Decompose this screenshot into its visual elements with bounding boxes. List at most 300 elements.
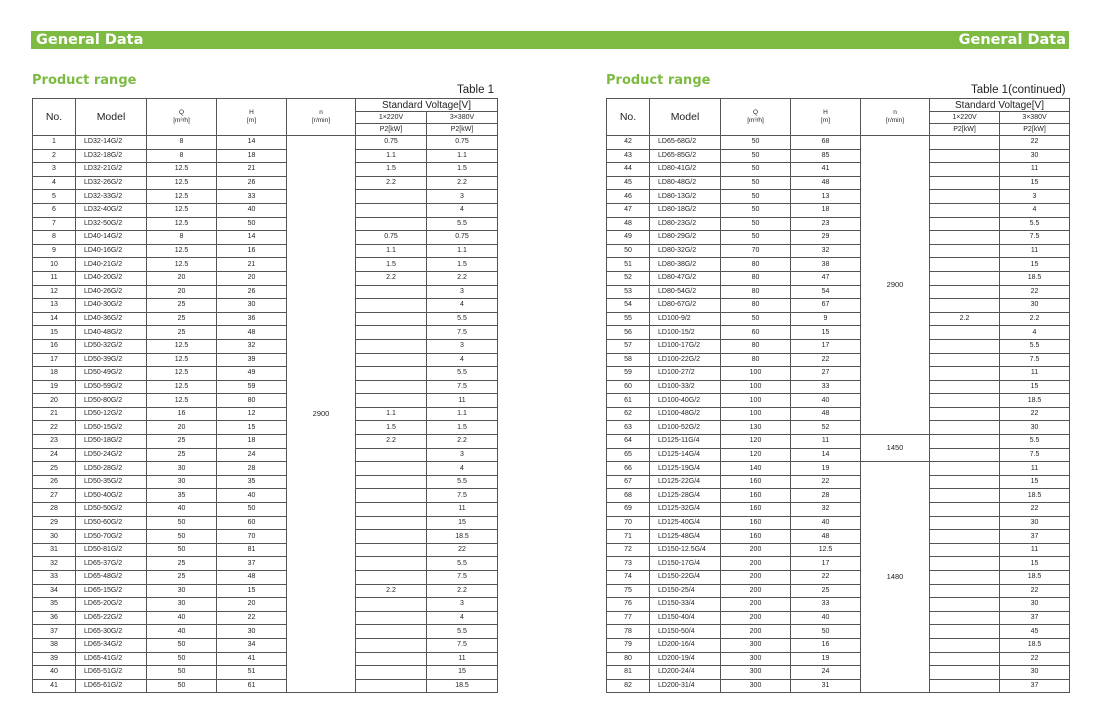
table-row bbox=[33, 448, 498, 462]
cell-p2-1x220v bbox=[356, 543, 427, 557]
cell-no: 56 bbox=[607, 326, 650, 340]
cell-p2-1x220v bbox=[930, 136, 1000, 150]
cell-model: LD50-80G/2 bbox=[76, 394, 147, 408]
cell-h: 85 bbox=[791, 149, 861, 163]
col-header-q-unit: [m³/h] bbox=[747, 117, 764, 124]
cell-model: LD32-26G/2 bbox=[76, 176, 147, 190]
cell-q: 200 bbox=[721, 598, 791, 612]
cell-no: 23 bbox=[33, 435, 76, 449]
cell-h: 15 bbox=[791, 326, 861, 340]
cell-no: 31 bbox=[33, 543, 76, 557]
cell-h: 47 bbox=[791, 271, 861, 285]
cell-no: 60 bbox=[607, 380, 650, 394]
col-header-voltage: Standard Voltage[V] bbox=[356, 99, 498, 112]
cell-no: 59 bbox=[607, 367, 650, 381]
cell-q: 200 bbox=[721, 584, 791, 598]
cell-no: 4 bbox=[33, 176, 76, 190]
cell-model: LD40-48G/2 bbox=[76, 326, 147, 340]
cell-model: LD80-32G/2 bbox=[650, 244, 721, 258]
table-row bbox=[607, 435, 1070, 449]
cell-p2-3x380v: 5.5 bbox=[427, 475, 498, 489]
cell-no: 69 bbox=[607, 503, 650, 517]
cell-p2-3x380v: 2.2 bbox=[427, 435, 498, 449]
cell-q: 16 bbox=[147, 407, 217, 421]
cell-no: 68 bbox=[607, 489, 650, 503]
table-row bbox=[33, 638, 498, 652]
table-row bbox=[33, 598, 498, 612]
cell-q: 40 bbox=[147, 503, 217, 517]
cell-h: 40 bbox=[791, 611, 861, 625]
cell-p2-1x220v bbox=[930, 299, 1000, 313]
cell-p2-1x220v bbox=[356, 312, 427, 326]
cell-h: 22 bbox=[217, 611, 287, 625]
cell-p2-1x220v bbox=[930, 421, 1000, 435]
cell-h: 12.5 bbox=[791, 543, 861, 557]
cell-no: 57 bbox=[607, 339, 650, 353]
cell-no: 38 bbox=[33, 638, 76, 652]
cell-h: 52 bbox=[791, 421, 861, 435]
cell-q: 50 bbox=[721, 312, 791, 326]
table-row bbox=[607, 217, 1070, 231]
cell-p2-3x380v: 30 bbox=[1000, 299, 1070, 313]
col-header-q bbox=[721, 99, 791, 136]
cell-model: LD100-15/2 bbox=[650, 326, 721, 340]
table-row bbox=[607, 190, 1070, 204]
table-caption-left: Table 1 bbox=[457, 84, 495, 96]
cell-model: LD150-22G/4 bbox=[650, 571, 721, 585]
cell-p2-1x220v bbox=[356, 475, 427, 489]
cell-no: 28 bbox=[33, 503, 76, 517]
cell-no: 14 bbox=[33, 312, 76, 326]
cell-h: 59 bbox=[217, 380, 287, 394]
cell-p2-1x220v bbox=[356, 285, 427, 299]
cell-h: 32 bbox=[791, 244, 861, 258]
cell-model: LD100-52G/2 bbox=[650, 421, 721, 435]
cell-q: 12.5 bbox=[147, 380, 217, 394]
cell-model: LD125-48G/4 bbox=[650, 530, 721, 544]
cell-p2-1x220v bbox=[930, 285, 1000, 299]
cell-p2-3x380v: 11 bbox=[427, 394, 498, 408]
cell-p2-3x380v: 11 bbox=[1000, 462, 1070, 476]
table-row bbox=[33, 258, 498, 272]
cell-no: 78 bbox=[607, 625, 650, 639]
cell-q: 100 bbox=[721, 394, 791, 408]
cell-p2-3x380v: 1.5 bbox=[427, 421, 498, 435]
cell-h: 81 bbox=[217, 543, 287, 557]
header-title-right: General Data bbox=[958, 32, 1066, 48]
cell-h: 29 bbox=[791, 231, 861, 245]
cell-p2-1x220v bbox=[356, 448, 427, 462]
cell-model: LD100-17G/2 bbox=[650, 339, 721, 353]
cell-no: 29 bbox=[33, 516, 76, 530]
table-row bbox=[607, 421, 1070, 435]
cell-model: LD50-40G/2 bbox=[76, 489, 147, 503]
cell-p2-3x380v: 5.5 bbox=[1000, 339, 1070, 353]
cell-q: 160 bbox=[721, 475, 791, 489]
cell-q: 50 bbox=[147, 666, 217, 680]
cell-p2-3x380v: 18.5 bbox=[1000, 489, 1070, 503]
cell-no: 39 bbox=[33, 652, 76, 666]
cell-p2-1x220v bbox=[356, 598, 427, 612]
cell-p2-3x380v: 1.1 bbox=[427, 407, 498, 421]
cell-p2-3x380v: 3 bbox=[427, 448, 498, 462]
cell-p2-3x380v: 18.5 bbox=[1000, 638, 1070, 652]
cell-p2-1x220v bbox=[930, 679, 1000, 693]
table-row bbox=[33, 679, 498, 693]
col-header-q bbox=[147, 99, 217, 136]
cell-p2-3x380v: 7.5 bbox=[1000, 353, 1070, 367]
table-row bbox=[607, 638, 1070, 652]
cell-model: LD80-18G/2 bbox=[650, 203, 721, 217]
cell-h: 50 bbox=[217, 217, 287, 231]
cell-p2-1x220v bbox=[930, 503, 1000, 517]
cell-no: 64 bbox=[607, 435, 650, 449]
cell-h: 21 bbox=[217, 258, 287, 272]
cell-q: 50 bbox=[147, 652, 217, 666]
cell-no: 52 bbox=[607, 271, 650, 285]
table-row bbox=[607, 271, 1070, 285]
cell-p2-1x220v bbox=[930, 571, 1000, 585]
cell-h: 37 bbox=[217, 557, 287, 571]
cell-q: 300 bbox=[721, 652, 791, 666]
cell-h: 22 bbox=[791, 353, 861, 367]
cell-model: LD50-12G/2 bbox=[76, 407, 147, 421]
cell-q: 25 bbox=[147, 312, 217, 326]
cell-q: 300 bbox=[721, 638, 791, 652]
table-body-right bbox=[607, 136, 1070, 693]
cell-p2-3x380v: 30 bbox=[1000, 149, 1070, 163]
cell-p2-1x220v: 2.2 bbox=[356, 435, 427, 449]
cell-q: 80 bbox=[721, 271, 791, 285]
cell-p2-1x220v bbox=[930, 339, 1000, 353]
cell-p2-3x380v: 7.5 bbox=[1000, 448, 1070, 462]
cell-no: 22 bbox=[33, 421, 76, 435]
cell-p2-1x220v bbox=[930, 163, 1000, 177]
cell-p2-3x380v: 1.5 bbox=[427, 258, 498, 272]
cell-q: 35 bbox=[147, 489, 217, 503]
cell-q: 50 bbox=[147, 543, 217, 557]
cell-h: 33 bbox=[791, 380, 861, 394]
cell-p2-3x380v: 11 bbox=[1000, 543, 1070, 557]
table-row bbox=[33, 652, 498, 666]
cell-no: 58 bbox=[607, 353, 650, 367]
col-header-p2-1x220v: P2[kW] bbox=[930, 124, 1000, 136]
cell-p2-1x220v bbox=[930, 176, 1000, 190]
cell-q: 8 bbox=[147, 149, 217, 163]
col-header-model: Model bbox=[76, 99, 147, 136]
table-row bbox=[33, 530, 498, 544]
cell-q: 100 bbox=[721, 407, 791, 421]
cell-model: LD150-12.5G/4 bbox=[650, 543, 721, 557]
cell-no: 34 bbox=[33, 584, 76, 598]
cell-h: 35 bbox=[217, 475, 287, 489]
cell-p2-3x380v: 4 bbox=[427, 462, 498, 476]
table-row bbox=[607, 285, 1070, 299]
cell-p2-1x220v bbox=[930, 516, 1000, 530]
cell-p2-3x380v: 3 bbox=[427, 190, 498, 204]
cell-h: 68 bbox=[791, 136, 861, 150]
cell-p2-3x380v: 18.5 bbox=[427, 679, 498, 693]
cell-no: 81 bbox=[607, 666, 650, 680]
cell-h: 32 bbox=[791, 503, 861, 517]
table-row bbox=[33, 217, 498, 231]
cell-p2-1x220v: 1.1 bbox=[356, 407, 427, 421]
table-row bbox=[607, 543, 1070, 557]
cell-p2-1x220v: 2.2 bbox=[356, 584, 427, 598]
cell-no: 25 bbox=[33, 462, 76, 476]
cell-h: 20 bbox=[217, 271, 287, 285]
cell-model: LD40-20G/2 bbox=[76, 271, 147, 285]
cell-h: 38 bbox=[791, 258, 861, 272]
cell-q: 12.5 bbox=[147, 163, 217, 177]
cell-no: 75 bbox=[607, 584, 650, 598]
cell-q: 80 bbox=[721, 353, 791, 367]
cell-h: 18 bbox=[791, 203, 861, 217]
table-row bbox=[33, 462, 498, 476]
cell-no: 7 bbox=[33, 217, 76, 231]
cell-no: 80 bbox=[607, 652, 650, 666]
cell-p2-1x220v bbox=[356, 679, 427, 693]
cell-q: 25 bbox=[147, 557, 217, 571]
cell-p2-1x220v bbox=[930, 625, 1000, 639]
section-title-right: Product range bbox=[606, 73, 711, 88]
table-caption-right: Table 1(continued) bbox=[971, 84, 1066, 96]
cell-h: 40 bbox=[791, 394, 861, 408]
cell-p2-1x220v bbox=[930, 489, 1000, 503]
table-row bbox=[33, 367, 498, 381]
header-band bbox=[31, 31, 1069, 49]
cell-q: 20 bbox=[147, 285, 217, 299]
cell-no: 6 bbox=[33, 203, 76, 217]
cell-model: LD65-34G/2 bbox=[76, 638, 147, 652]
table-row bbox=[607, 339, 1070, 353]
cell-model: LD50-28G/2 bbox=[76, 462, 147, 476]
table-row bbox=[33, 203, 498, 217]
cell-model: LD65-30G/2 bbox=[76, 625, 147, 639]
cell-no: 71 bbox=[607, 530, 650, 544]
product-range-table-right bbox=[606, 98, 1070, 693]
cell-no: 19 bbox=[33, 380, 76, 394]
table-row bbox=[33, 421, 498, 435]
cell-p2-3x380v: 3 bbox=[1000, 190, 1070, 204]
cell-q: 50 bbox=[721, 217, 791, 231]
cell-h: 70 bbox=[217, 530, 287, 544]
cell-p2-1x220v: 1.1 bbox=[356, 149, 427, 163]
cell-p2-1x220v bbox=[930, 258, 1000, 272]
cell-p2-1x220v bbox=[356, 611, 427, 625]
cell-no: 77 bbox=[607, 611, 650, 625]
cell-model: LD150-33/4 bbox=[650, 598, 721, 612]
cell-no: 76 bbox=[607, 598, 650, 612]
cell-p2-1x220v bbox=[930, 244, 1000, 258]
cell-model: LD50-24G/2 bbox=[76, 448, 147, 462]
cell-p2-3x380v: 22 bbox=[1000, 136, 1070, 150]
cell-q: 25 bbox=[147, 299, 217, 313]
cell-no: 18 bbox=[33, 367, 76, 381]
col-header-p2-3x380v: P2[kW] bbox=[1000, 124, 1070, 136]
table-row bbox=[607, 598, 1070, 612]
cell-model: LD65-15G/2 bbox=[76, 584, 147, 598]
cell-model: LD80-41G/2 bbox=[650, 163, 721, 177]
cell-p2-1x220v bbox=[930, 271, 1000, 285]
cell-model: LD65-22G/2 bbox=[76, 611, 147, 625]
cell-no: 61 bbox=[607, 394, 650, 408]
cell-model: LD50-59G/2 bbox=[76, 380, 147, 394]
cell-model: LD32-40G/2 bbox=[76, 203, 147, 217]
col-header-h bbox=[791, 99, 861, 136]
cell-no: 45 bbox=[607, 176, 650, 190]
cell-no: 48 bbox=[607, 217, 650, 231]
cell-model: LD100-22G/2 bbox=[650, 353, 721, 367]
cell-model: LD150-40/4 bbox=[650, 611, 721, 625]
cell-q: 60 bbox=[721, 326, 791, 340]
col-header-3x380v: 3×380V bbox=[427, 112, 498, 124]
cell-no: 73 bbox=[607, 557, 650, 571]
cell-p2-1x220v bbox=[356, 666, 427, 680]
cell-p2-1x220v bbox=[930, 598, 1000, 612]
cell-p2-3x380v: 11 bbox=[427, 652, 498, 666]
table-row bbox=[607, 231, 1070, 245]
cell-p2-3x380v: 2.2 bbox=[1000, 312, 1070, 326]
cell-p2-1x220v bbox=[356, 503, 427, 517]
cell-no: 43 bbox=[607, 149, 650, 163]
cell-model: LD50-35G/2 bbox=[76, 475, 147, 489]
cell-no: 30 bbox=[33, 530, 76, 544]
col-header-no: No. bbox=[607, 99, 650, 136]
table-row bbox=[607, 557, 1070, 571]
cell-h: 48 bbox=[217, 571, 287, 585]
table-row bbox=[33, 503, 498, 517]
cell-h: 60 bbox=[217, 516, 287, 530]
cell-p2-1x220v bbox=[930, 638, 1000, 652]
cell-h: 36 bbox=[217, 312, 287, 326]
table-row bbox=[33, 571, 498, 585]
cell-p2-1x220v bbox=[930, 367, 1000, 381]
cell-h: 18 bbox=[217, 435, 287, 449]
cell-h: 17 bbox=[791, 339, 861, 353]
cell-no: 17 bbox=[33, 353, 76, 367]
cell-model: LD150-17G/4 bbox=[650, 557, 721, 571]
col-header-n bbox=[861, 99, 930, 136]
cell-model: LD65-61G/2 bbox=[76, 679, 147, 693]
cell-q: 20 bbox=[147, 271, 217, 285]
cell-h: 20 bbox=[217, 598, 287, 612]
cell-p2-3x380v: 2.2 bbox=[427, 176, 498, 190]
cell-p2-1x220v bbox=[930, 475, 1000, 489]
cell-p2-1x220v: 1.5 bbox=[356, 258, 427, 272]
cell-p2-3x380v: 3 bbox=[427, 339, 498, 353]
cell-h: 19 bbox=[791, 462, 861, 476]
cell-h: 26 bbox=[217, 285, 287, 299]
cell-no: 42 bbox=[607, 136, 650, 150]
cell-h: 48 bbox=[791, 530, 861, 544]
cell-p2-3x380v: 22 bbox=[427, 543, 498, 557]
cell-no: 46 bbox=[607, 190, 650, 204]
col-header-q-label: Q bbox=[752, 109, 759, 116]
cell-q: 50 bbox=[147, 530, 217, 544]
cell-no: 37 bbox=[33, 625, 76, 639]
cell-h: 13 bbox=[791, 190, 861, 204]
cell-model: LD80-38G/2 bbox=[650, 258, 721, 272]
cell-q: 100 bbox=[721, 380, 791, 394]
cell-model: LD125-28G/4 bbox=[650, 489, 721, 503]
table-row bbox=[607, 475, 1070, 489]
cell-model: LD125-19G/4 bbox=[650, 462, 721, 476]
cell-model: LD50-70G/2 bbox=[76, 530, 147, 544]
cell-no: 63 bbox=[607, 421, 650, 435]
cell-no: 74 bbox=[607, 571, 650, 585]
cell-h: 17 bbox=[791, 557, 861, 571]
cell-h: 30 bbox=[217, 299, 287, 313]
cell-h: 22 bbox=[791, 475, 861, 489]
table-row bbox=[607, 489, 1070, 503]
cell-p2-3x380v: 30 bbox=[1000, 598, 1070, 612]
table-row bbox=[33, 543, 498, 557]
cell-p2-1x220v: 1.5 bbox=[356, 163, 427, 177]
table-row bbox=[33, 285, 498, 299]
cell-p2-3x380v: 11 bbox=[427, 503, 498, 517]
cell-q: 12.5 bbox=[147, 353, 217, 367]
cell-p2-3x380v: 37 bbox=[1000, 530, 1070, 544]
cell-q: 140 bbox=[721, 462, 791, 476]
cell-h: 31 bbox=[791, 679, 861, 693]
table-row bbox=[607, 611, 1070, 625]
cell-p2-3x380v: 7.5 bbox=[427, 380, 498, 394]
table-row bbox=[607, 625, 1070, 639]
cell-p2-1x220v bbox=[930, 462, 1000, 476]
cell-p2-3x380v: 4 bbox=[1000, 326, 1070, 340]
cell-no: 55 bbox=[607, 312, 650, 326]
table-row bbox=[33, 407, 498, 421]
col-header-1x220v: 1×220V bbox=[930, 112, 1000, 124]
table-row bbox=[33, 489, 498, 503]
cell-h: 18 bbox=[217, 149, 287, 163]
cell-q: 160 bbox=[721, 530, 791, 544]
cell-h: 15 bbox=[217, 421, 287, 435]
cell-q: 12.5 bbox=[147, 244, 217, 258]
cell-model: LD40-36G/2 bbox=[76, 312, 147, 326]
cell-p2-3x380v: 11 bbox=[1000, 367, 1070, 381]
cell-h: 33 bbox=[217, 190, 287, 204]
cell-model: LD32-14G/2 bbox=[76, 136, 147, 150]
cell-p2-1x220v: 2.2 bbox=[356, 271, 427, 285]
cell-h: 49 bbox=[217, 367, 287, 381]
table-row bbox=[33, 271, 498, 285]
cell-p2-1x220v: 2.2 bbox=[356, 176, 427, 190]
cell-p2-3x380v: 30 bbox=[1000, 666, 1070, 680]
cell-no: 65 bbox=[607, 448, 650, 462]
cell-speed: 2900 bbox=[861, 136, 930, 435]
cell-q: 20 bbox=[147, 421, 217, 435]
cell-q: 300 bbox=[721, 679, 791, 693]
table-row bbox=[33, 312, 498, 326]
table-row bbox=[607, 299, 1070, 313]
cell-model: LD50-50G/2 bbox=[76, 503, 147, 517]
cell-model: LD40-21G/2 bbox=[76, 258, 147, 272]
table-row bbox=[33, 326, 498, 340]
cell-model: LD40-16G/2 bbox=[76, 244, 147, 258]
table-row bbox=[33, 353, 498, 367]
cell-p2-1x220v: 1.5 bbox=[356, 421, 427, 435]
cell-model: LD32-50G/2 bbox=[76, 217, 147, 231]
cell-model: LD65-51G/2 bbox=[76, 666, 147, 680]
table-row bbox=[607, 666, 1070, 680]
cell-model: LD150-50/4 bbox=[650, 625, 721, 639]
cell-p2-3x380v: 22 bbox=[1000, 407, 1070, 421]
cell-no: 66 bbox=[607, 462, 650, 476]
cell-h: 41 bbox=[791, 163, 861, 177]
table-row bbox=[33, 557, 498, 571]
